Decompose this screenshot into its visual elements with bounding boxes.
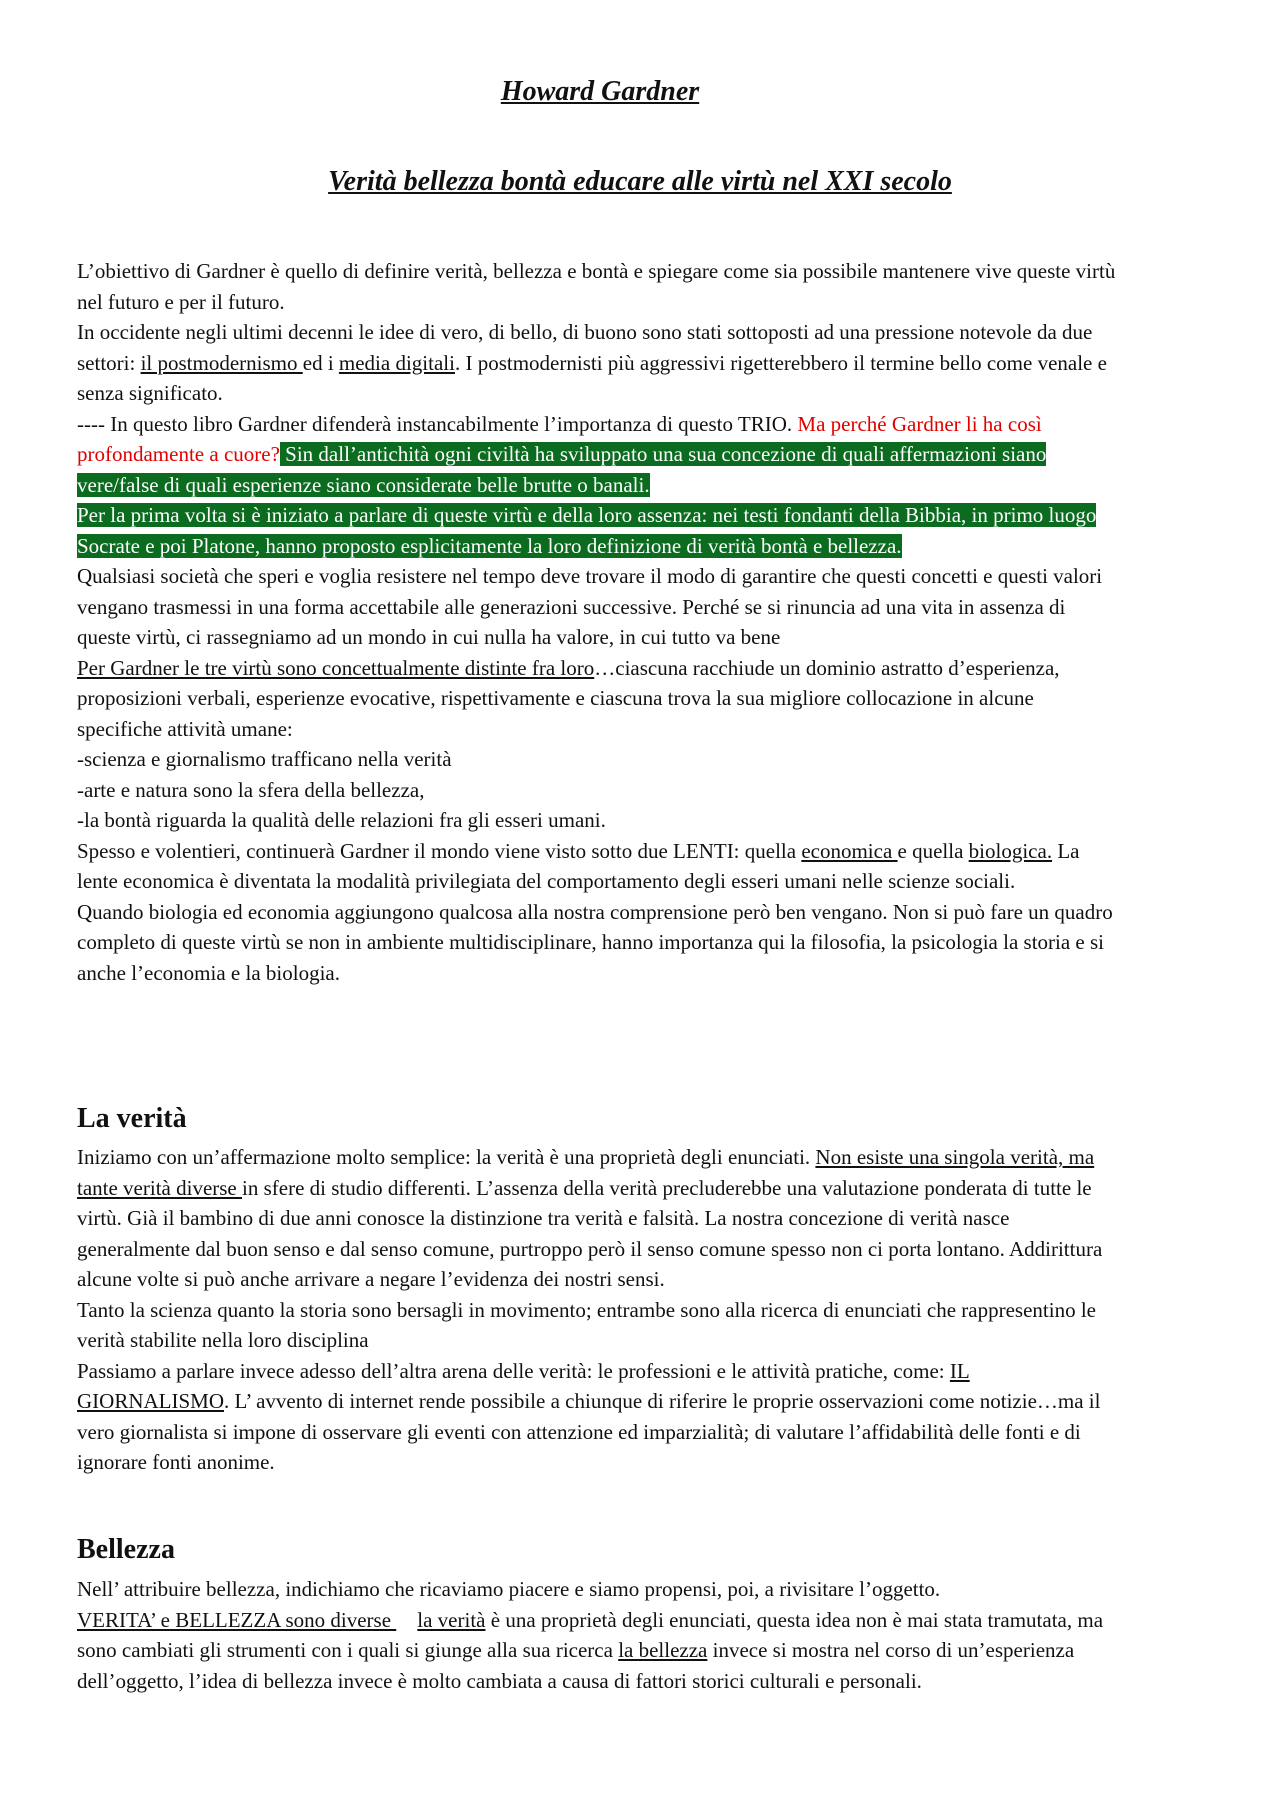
underlined-text: la bellezza xyxy=(618,1638,708,1662)
text: La lente economica è diventata la modalità privilegiata del comportamento degli esseri umani nelle scienze sociali. xyxy=(77,838,1080,893)
section-heading-verita: La verità xyxy=(77,1103,187,1134)
list-item: -scienza e giornalismo trafficano nella verità xyxy=(77,747,452,771)
red-question-text: Ma perché Gardner li ha così profondamente a cuore? xyxy=(77,411,1042,466)
intro-section xyxy=(77,256,1122,988)
text: Qualsiasi società che speri e voglia resistere nel tempo deve trovare il modo di garantire che questi concetti e questi valori vengano trasmessi in una forma accettabile alle generazioni successive. Perché se si rinuncia ad una vita in assenza di queste virtù, ci rassegniamo ad un mondo in cui nulla ha valore, in cui tutto va bene xyxy=(77,564,1103,649)
text: in sfere di studio differenti. L’assenza della verità precluderebbe una valutazione ponderata di tutte le virtù. Già il bambino di due anni conosce la distinzione tra verità e falsità. La nostra concezione di verità nasce generalmente dal buon senso e dal senso comune, purtroppo però il senso comune spesso non ci porta lontano. Addirittura alcune volte si può anche arrivare a negare l’evidenza dei nostri sensi. xyxy=(77,1175,1103,1291)
text: In occidente negli ultimi decenni le idee di vero, di bello, di buono sono stati sottoposti ad una pressione notevole da due settori: xyxy=(77,320,1093,375)
text: L’obiettivo di Gardner è quello di definire verità, bellezza e bontà e spiegare come sia possibile mantenere vive queste virtù nel futuro e per il futuro. xyxy=(77,259,1116,314)
underlined-text: Per Gardner le tre virtù sono concettualmente distinte fra loro xyxy=(77,655,595,680)
intro-paragraph xyxy=(77,561,1122,653)
text: Quando biologia ed economia aggiungono qualcosa alla nostra comprensione però ben vengano. Non si può fare un quadro completo di queste virtù se non in ambiente multidisciplinare, hanno importanza qui la filosofia, la psicologia la storia e si anche l’economia e la biologia. xyxy=(77,899,1113,985)
verita-paragraph xyxy=(77,1356,1122,1478)
verita-paragraph: Tanto la scienza quanto la storia sono bersagli in movimento; entrambe sono alla ricerca di enunciati che rappresentino le verità stabilite nella loro disciplina xyxy=(77,1297,1097,1352)
text: Passiamo a parlare invece adesso dell’altra arena delle verità: le professioni e le attività pratiche, come: xyxy=(77,1358,950,1383)
text: ---- In questo libro Gardner difenderà instancabilmente l’importanza di questo TRIO. xyxy=(77,411,798,436)
text: . L’ avvento di internet rende possibile a chiunque di riferire le proprie osservazioni come notizie…ma il vero giornalista si impone di osservare gli eventi con attenzione ed imparzialità; di valutare l’affidabilità delle fonti e di ignorare fonti anonime. xyxy=(77,1389,1101,1474)
underlined-text: il postmodernismo xyxy=(140,350,303,375)
underlined-text: economica xyxy=(801,838,898,863)
underlined-text: la verità xyxy=(417,1607,486,1632)
text: Spesso e volentieri, continuerà Gardner il mondo viene visto sotto due LENTI: quella xyxy=(77,838,802,863)
underlined-text: VERITA’ e BELLEZZA sono diverse xyxy=(77,1607,397,1632)
underlined-text: Non esiste una singola verità, ma tante verità diverse xyxy=(77,1145,1095,1200)
text: …ciascuna racchiude un dominio astratto d’esperienza, proposizioni verbali, esperienze evocative, rispettivamente e ciascuna trova la sua migliore collocazione in alcune specifiche attività umane: xyxy=(77,655,1060,741)
intro-paragraph xyxy=(77,836,1122,897)
intro-paragraph xyxy=(77,500,1122,561)
intro-paragraph xyxy=(77,897,1122,989)
document-title: Howard Gardner xyxy=(500,76,700,107)
intro-paragraph xyxy=(77,317,1122,409)
verita-section xyxy=(77,1142,1122,1478)
underlined-text: biologica. xyxy=(968,838,1053,863)
list-item: -la bontà riguarda la qualità delle relazioni fra gli esseri umani. xyxy=(77,808,606,832)
list-item: -arte e natura sono la sfera della bellezza, xyxy=(77,777,425,802)
text: invece si mostra nel corso di un’esperienza dell’oggetto, l’idea di bellezza invece è molto cambiata a causa di fattori storici culturali e personali. xyxy=(77,1638,1075,1693)
text: . I postmodernisti più aggressivi rigetterebbero il termine bello come venale e senza significato. xyxy=(77,350,1107,405)
intro-paragraph xyxy=(77,256,1122,317)
text: e quella xyxy=(897,838,969,863)
intro-paragraph xyxy=(77,653,1122,745)
text: Iniziamo con un’affermazione molto semplice: la verità è una proprietà degli enunciati. xyxy=(77,1145,816,1169)
text: è una proprietà degli enunciati, questa idea non è mai stata tramutata, ma sono cambiati gli strumenti con i quali si giunge alla sua ricerca xyxy=(77,1607,1104,1662)
bellezza-paragraph xyxy=(77,1605,1122,1697)
section-heading-bellezza: Bellezza xyxy=(77,1534,175,1565)
document-subtitle: Verità bellezza bontà educare alle virtù nel XXI secolo xyxy=(328,166,952,197)
highlighted-text: Sin dall’antichità ogni civiltà ha sviluppato una sua concezione di quali affermazioni siano vere/false di quali esperienze siano considerate belle brutte o banali. xyxy=(77,442,1047,497)
bellezza-section xyxy=(77,1574,1122,1696)
underlined-text: media digitali xyxy=(338,350,455,375)
highlighted-text: Per la prima volta si è iniziato a parlare di queste virtù e della loro assenza: nei testi fondanti della Bibbia, in primo luogo Socrate e poi Platone, hanno proposto esplicitamente la loro definizione di verità bontà e bellezza. xyxy=(77,503,1097,558)
underlined-text: IL GIORNALISMO xyxy=(77,1358,970,1413)
bellezza-paragraph: Nell’ attribuire bellezza, indichiamo che ricaviamo piacere e siamo propensi, poi, a rivisitare l’oggetto. xyxy=(77,1577,941,1601)
intro-paragraph xyxy=(77,409,1122,501)
text: ed i xyxy=(302,350,339,375)
verita-paragraph xyxy=(77,1142,1122,1295)
